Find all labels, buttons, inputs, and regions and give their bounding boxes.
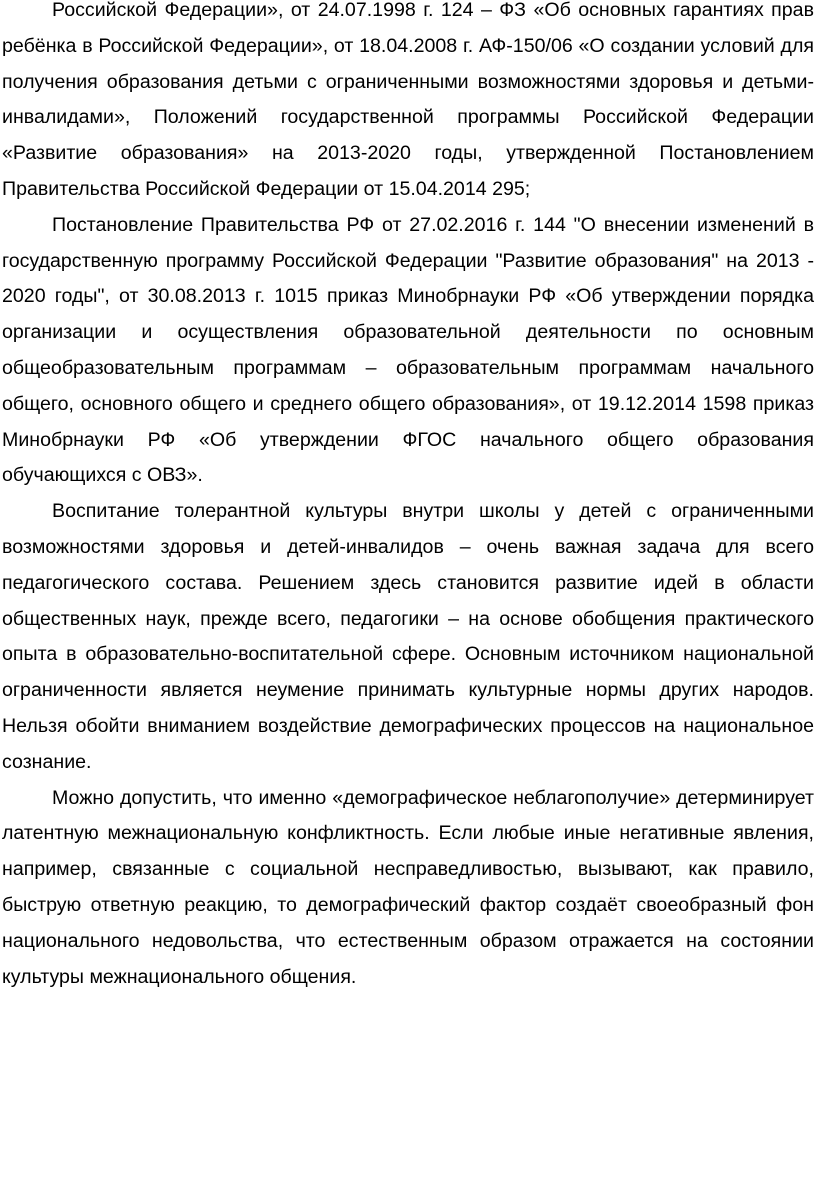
paragraph-2: Постановление Правительства РФ от 27.02.2016 г. 144 "О внесении изменений в государственную программу Российской Федерации "Развитие образования" на 2013 - 2020 годы", от 30.08.2013 г. 1015 приказ Минобрнауки РФ «Об утверждении порядка организации и осуществления образовательной деятельности по основным общеобразовательным программам – образовательным программам начального общего, основного общего и среднего общего образования», от 19.12.2014 1598 приказ Минобрнауки РФ «Об утверждении ФГОС начального общего образования обучающихся с ОВЗ». (2, 213, 814, 487)
paragraph-3: Воспитание толерантной культуры внутри школы у детей с ограниченными возможностями здоровья и детей-инвалидов – очень важная задача для всего педагогического состава. Решением здесь становится развитие идей в области общественных наук, прежде всего, педагогики – на основе обобщения практического опыта в образовательно-воспитательной сфере. Основным источником национальной ограниченности является неумение принимать культурные нормы других народов. Нельзя обойти вниманием воздействие демографических процессов на национальное сознание. (2, 500, 814, 773)
paragraph-4: Можно допустить, что именно «демографическое неблагополучие» детерминирует латентную межнациональную конфликтность. Если любые иные негативные явления, например, связанные с социальной несправедливостью, вызывают, как правило, быструю ответную реакцию, то демографический фактор создаёт своеобразный фон национального недовольства, что естественным образом отражается на состоянии культуры межнационального общения. (2, 786, 814, 988)
paragraph-1: Российской Федерации», от 24.07.1998 г. 124 – ФЗ «Об основных гарантиях прав ребёнка в Российской Федерации», от 18.04.2008 г. АФ-150/06 «О создании условий для получения образования детьми с ограниченными возможностями здоровья и детьми-инвалидами», Положений государственной программы Российской Федерации «Развитие образования» на 2013-2020 годы, утвержденной Постановлением Правительства Российской Федерации от 15.04.2014 295; (2, 0, 814, 200)
